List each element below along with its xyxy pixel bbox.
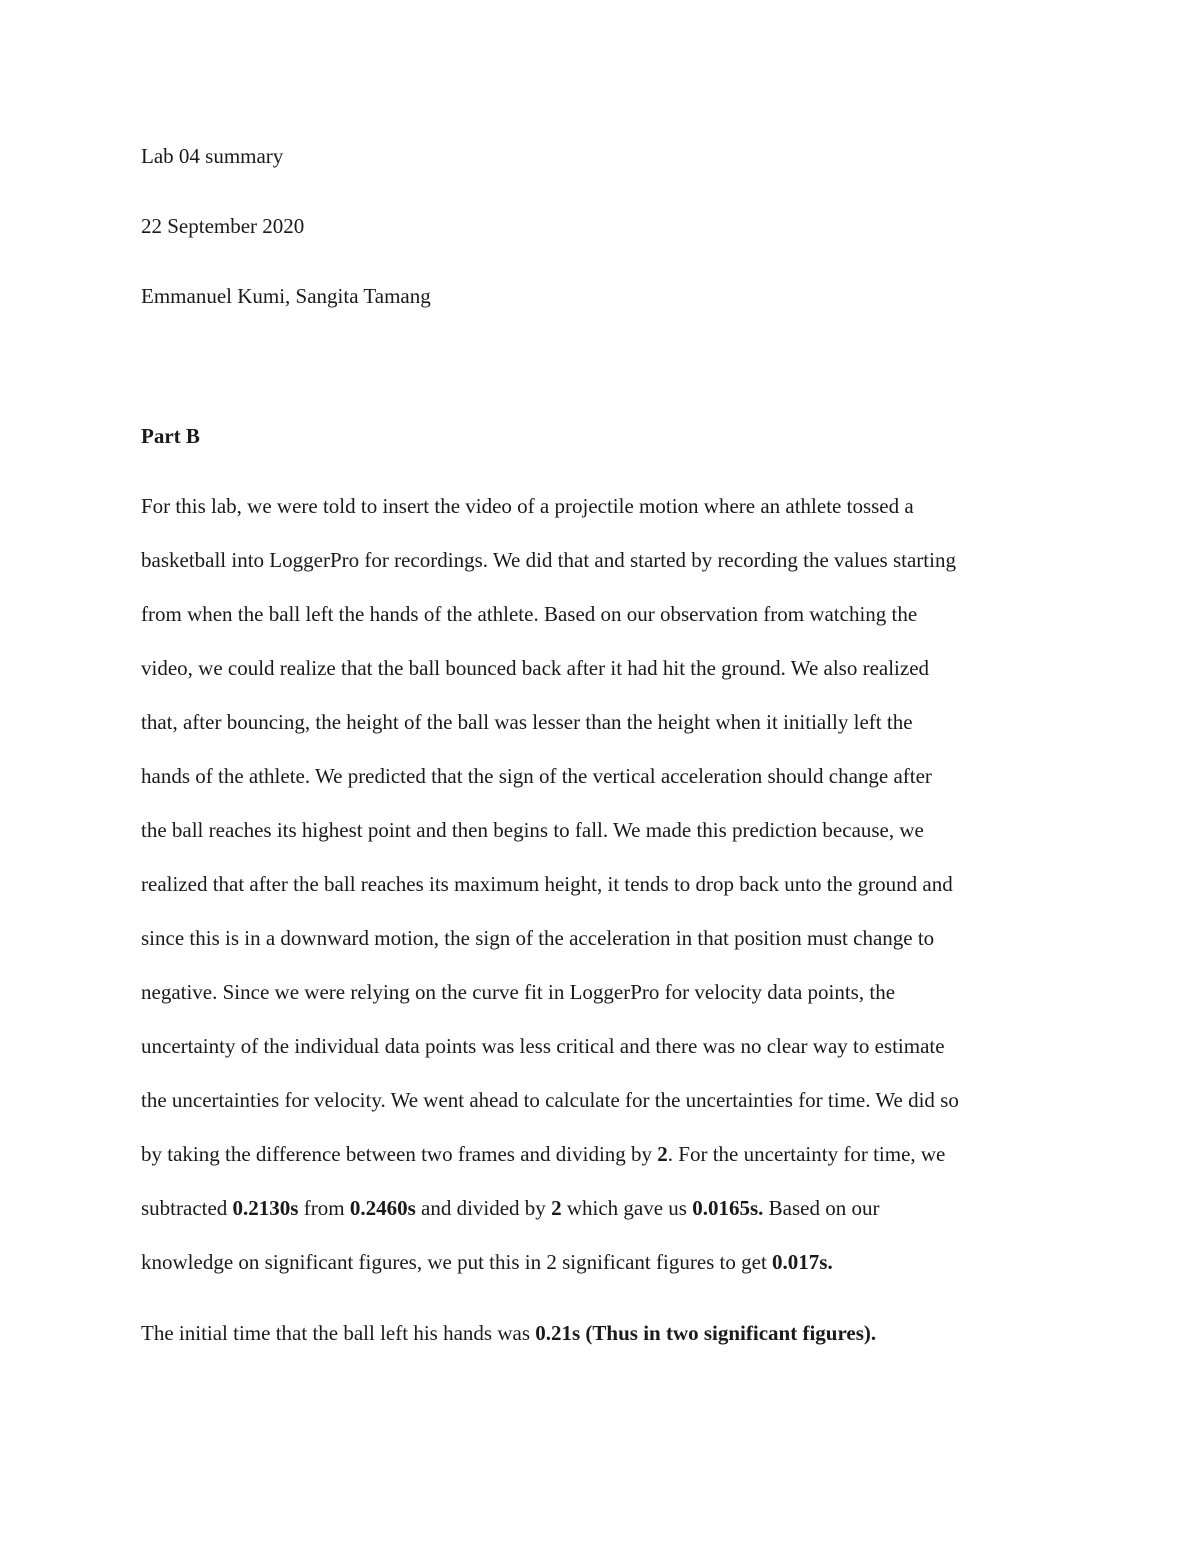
- paragraph-line: For this lab, we were told to insert the video of a projectile motion where an athlete tossed a: [141, 494, 914, 518]
- bold-value: 0.2460s: [349, 1196, 416, 1220]
- paragraph-line: since this is in a downward motion, the sign of the acceleration in that position must change to: [141, 926, 935, 950]
- paragraph-line: from when the ball left the hands of the athlete. Based on our observation from watching the: [141, 602, 918, 626]
- text-run: from: [298, 1196, 350, 1220]
- bold-value: 2: [551, 1196, 562, 1220]
- paragraph-line: realized that after the ball reaches its maximum height, it tends to drop back unto the ground and: [141, 872, 953, 896]
- bold-value: 0.0165s.: [692, 1196, 764, 1220]
- bold-value: 0.2130s: [232, 1196, 299, 1220]
- paragraph-line-13: [141, 1141, 945, 1167]
- bold-value: 0.017s.: [772, 1250, 833, 1274]
- paragraph-line: basketball into LoggerPro for recordings. We did that and started by recording the values starting: [141, 548, 956, 572]
- section-heading: Part B: [141, 424, 200, 448]
- paragraph-line: the uncertainties for velocity. We went ahead to calculate for the uncertainties for time. We did so: [141, 1088, 959, 1112]
- text-run: Based on our: [763, 1196, 880, 1220]
- final-statement: [141, 1320, 876, 1346]
- document-title: Lab 04 summary: [141, 144, 284, 168]
- text-run: The initial time that the ball left his hands was: [141, 1321, 536, 1345]
- paragraph-line: the ball reaches its highest point and then begins to fall. We made this prediction because, we: [141, 818, 924, 842]
- text-run: . For the uncertainty for time, we: [667, 1142, 946, 1166]
- text-run: subtracted: [141, 1196, 233, 1220]
- text-run: by taking the difference between two frames and dividing by: [141, 1142, 658, 1166]
- text-run: which gave us: [561, 1196, 693, 1220]
- paragraph-line: negative. Since we were relying on the curve fit in LoggerPro for velocity data points, the: [141, 980, 896, 1004]
- paragraph-line-14: [141, 1195, 879, 1221]
- paragraph-line: hands of the athlete. We predicted that the sign of the vertical acceleration should change after: [141, 764, 932, 788]
- paragraph-line-15: [141, 1249, 833, 1275]
- bold-value: 2: [657, 1142, 668, 1166]
- document-authors: Emmanuel Kumi, Sangita Tamang: [141, 284, 431, 308]
- paragraph-line: that, after bouncing, the height of the ball was lesser than the height when it initially left the: [141, 710, 913, 734]
- text-run: and divided by: [415, 1196, 552, 1220]
- paragraph-line: uncertainty of the individual data points was less critical and there was no clear way to estimate: [141, 1034, 945, 1058]
- bold-value: 0.21s (Thus in two significant figures).: [535, 1321, 877, 1345]
- document-date: 22 September 2020: [141, 214, 305, 238]
- text-run: knowledge on significant figures, we put this in 2 significant figures to get: [141, 1250, 773, 1274]
- paragraph-line: video, we could realize that the ball bounced back after it had hit the ground. We also realized: [141, 656, 930, 680]
